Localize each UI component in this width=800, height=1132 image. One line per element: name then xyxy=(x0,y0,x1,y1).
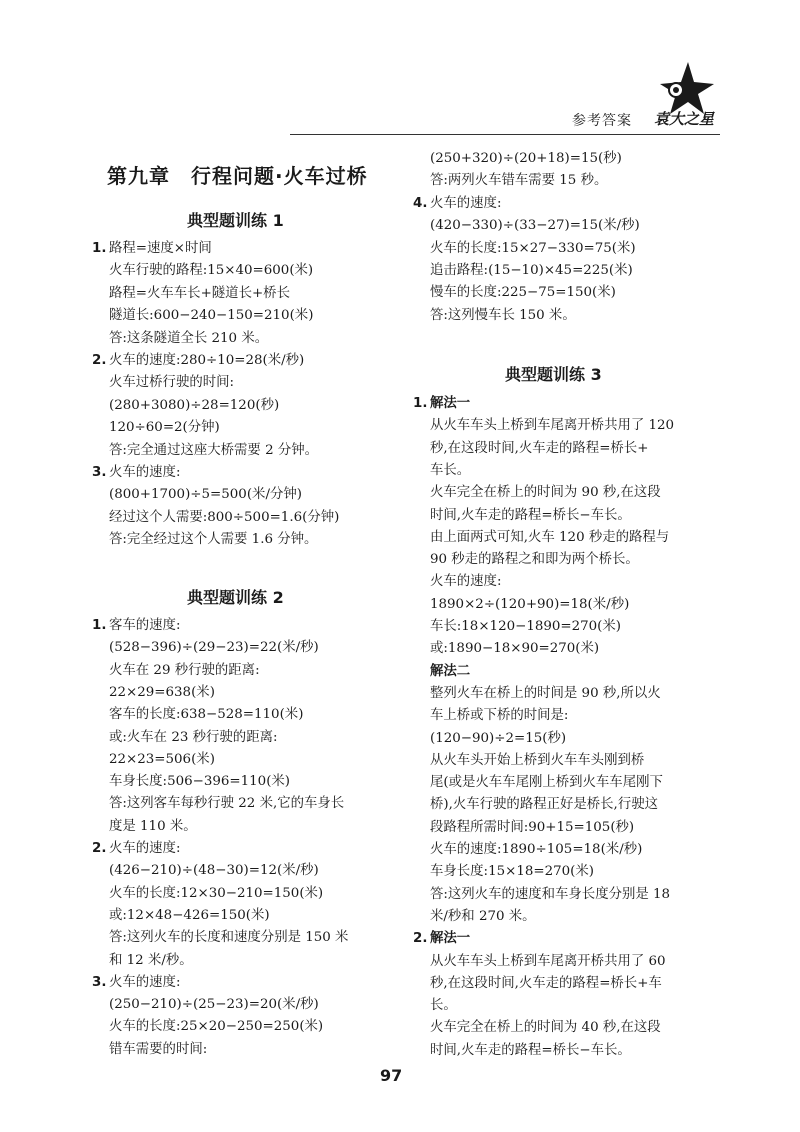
answer-line: 火车行驶的路程:15×40=600(米) xyxy=(109,263,314,279)
question-number: 2. xyxy=(92,353,107,368)
answer-line: 火车的长度:25×20−250=250(米) xyxy=(109,1019,324,1035)
answer-line: 答:这条隧道全长 210 米。 xyxy=(109,330,269,346)
answer-line: (420−330)÷(33−27)=15(米/秒) xyxy=(430,218,640,234)
answer-line: (528−396)÷(29−23)=22(米/秒) xyxy=(109,640,319,656)
answer-line: 或:1890−18×90=270(米) xyxy=(430,641,600,657)
answer-line: 慢车的长度:225−75=150(米) xyxy=(430,285,616,301)
answer-line: 答:这列客车每秒行驶 22 米,它的车身长 xyxy=(109,796,345,812)
answer-line: 车上桥或下桥的时间是: xyxy=(430,708,569,724)
question-number: 1. xyxy=(92,618,107,633)
answer-line: 度是 110 米。 xyxy=(109,818,197,834)
answer-line: 或:12×48−426=150(米) xyxy=(109,907,270,923)
answer-line: 从火车头开始上桥到火车车头刚到桥 xyxy=(430,752,645,768)
answer-line: 或:火车在 23 秒行驶的距离: xyxy=(109,729,278,745)
answer-line: 火车的速度: xyxy=(430,574,502,590)
answer-line: 错车需要的时间: xyxy=(109,1041,208,1057)
answer-line: (800+1700)÷5=500(米/分钟) xyxy=(109,487,302,503)
header-label: 参考答案 xyxy=(572,113,632,129)
answer-line: 尾(或是火车车尾刚上桥到火车车尾刚下 xyxy=(430,775,663,791)
question-number: 3. xyxy=(92,974,107,990)
answer-line: 客车的速度: xyxy=(109,618,181,633)
answer-line: 22×23=506(米) xyxy=(109,751,215,767)
answer-line: 经过这个人需要:800÷500=1.6(分钟) xyxy=(109,509,340,525)
answer-line: 车身长度:15×18=270(米) xyxy=(430,864,594,880)
section-title-1: 典型题训练 1 xyxy=(187,211,284,230)
answer-line: (250+320)÷(20+18)=15(秒) xyxy=(430,151,622,166)
answer-line: 火车完全在桥上的时间为 40 秒,在这段 xyxy=(430,1020,661,1036)
question-number: 1. xyxy=(92,241,107,256)
answer-line: 由上面两式可知,火车 120 秒走的路程与 xyxy=(430,529,670,545)
answer-line: 火车的速度: xyxy=(109,974,181,990)
answer-line: 客车的长度:638−528=110(米) xyxy=(109,707,304,723)
answer-line: 时间,火车走的路程=桥长−车长。 xyxy=(430,507,631,523)
answer-line: 段路程所需时间:90+15=105(秒) xyxy=(430,819,635,835)
answer-line: 时间,火车走的路程=桥长−车长。 xyxy=(430,1042,631,1058)
answer-line: 120÷60=2(分钟) xyxy=(109,420,220,436)
answer-line: 火车的速度: xyxy=(109,465,181,480)
answer-line: 从火车车头上桥到车尾离开桥共用了 60 xyxy=(430,953,666,969)
brand-text: 袁大之星 xyxy=(654,110,715,128)
chapter-title: 第九章 行程问题·火车过桥 xyxy=(107,164,368,188)
answer-line: 答:完全经过这个人需要 1.6 分钟。 xyxy=(109,532,318,548)
answer-line: (280+3080)÷28=120(秒) xyxy=(109,397,280,413)
answer-line: 车长:18×120−1890=270(米) xyxy=(430,619,622,634)
question-number: 2. xyxy=(92,841,107,856)
answer-line: 车身长度:506−396=110(米) xyxy=(109,774,291,790)
answer-line: 火车的速度: xyxy=(430,195,502,211)
answer-line: 22×29=638(米) xyxy=(109,684,215,700)
answer-line: 路程=火车车长+隧道长+桥长 xyxy=(109,285,290,301)
answer-line: (120−90)÷2=15(秒) xyxy=(430,730,567,746)
answer-line: 长。 xyxy=(430,998,457,1014)
answer-line: 答:完全通过这座大桥需要 2 分钟。 xyxy=(109,442,319,458)
answer-line: 答:两列火车错车需要 15 秒。 xyxy=(430,173,608,189)
answer-line: 火车的速度:1890÷105=18(米/秒) xyxy=(430,842,643,857)
answer-line: 答:这列火车的长度和速度分别是 150 米 xyxy=(109,930,349,946)
answer-line: (426−210)÷(48−30)=12(米/秒) xyxy=(109,863,319,879)
section-title-3: 典型题训练 3 xyxy=(505,365,602,384)
answer-line: 答:这列火车的速度和车身长度分别是 18 xyxy=(430,886,671,902)
answer-line: 解法一 xyxy=(430,396,471,411)
answer-line: 火车的长度:15×27−330=75(米) xyxy=(430,240,636,256)
answer-line: 答:这列慢车长 150 米。 xyxy=(430,307,576,323)
header-divider xyxy=(290,134,720,135)
question-number: 4. xyxy=(413,195,428,211)
question-number: 2. xyxy=(413,931,428,947)
answer-line: 路程=速度×时间 xyxy=(109,241,212,256)
answer-line: 火车的长度:12×30−210=150(米) xyxy=(109,885,324,901)
answer-line: 火车的速度:280÷10=28(米/秒) xyxy=(109,353,305,368)
answer-line: 米/秒和 270 米。 xyxy=(430,908,536,924)
answer-line: 车长。 xyxy=(430,462,471,478)
answer-line: 火车的速度: xyxy=(109,841,181,856)
answer-line: 解法二 xyxy=(430,663,471,679)
answer-line: 和 12 米/秒。 xyxy=(109,952,193,968)
question-number: 3. xyxy=(92,465,107,480)
section-title-2: 典型题训练 2 xyxy=(187,588,284,607)
question-number: 1. xyxy=(413,396,428,411)
answer-line: 整列火车在桥上的时间是 90 秒,所以火 xyxy=(430,685,661,701)
answer-line: 解法一 xyxy=(430,931,471,947)
answer-line: 90 秒走的路程之和即为两个桥长。 xyxy=(430,552,639,568)
answer-line: 追击路程:(15−10)×45=225(米) xyxy=(430,263,633,278)
answer-line: 秒,在这段时间,火车走的路程=桥长+ xyxy=(430,440,649,456)
answer-line: 1890×2÷(120+90)=18(米/秒) xyxy=(430,596,630,612)
answer-line: 隧道长:600−240−150=210(米) xyxy=(109,308,314,324)
answer-line: 火车过桥行驶的时间: xyxy=(109,375,235,391)
answer-line: 秒,在这段时间,火车走的路程=桥长+车 xyxy=(430,975,662,991)
answer-line: 火车完全在桥上的时间为 90 秒,在这段 xyxy=(430,485,661,501)
answer-line: 桥),火车行驶的路程正好是桥长,行驶这 xyxy=(430,797,658,813)
answer-line: 火车在 29 秒行驶的距离: xyxy=(109,662,260,678)
answer-line: (250−210)÷(25−23)=20(米/秒) xyxy=(109,997,319,1013)
answer-line: 从火车车头上桥到车尾离开桥共用了 120 xyxy=(430,418,675,434)
page-number: 97 xyxy=(380,1066,403,1085)
